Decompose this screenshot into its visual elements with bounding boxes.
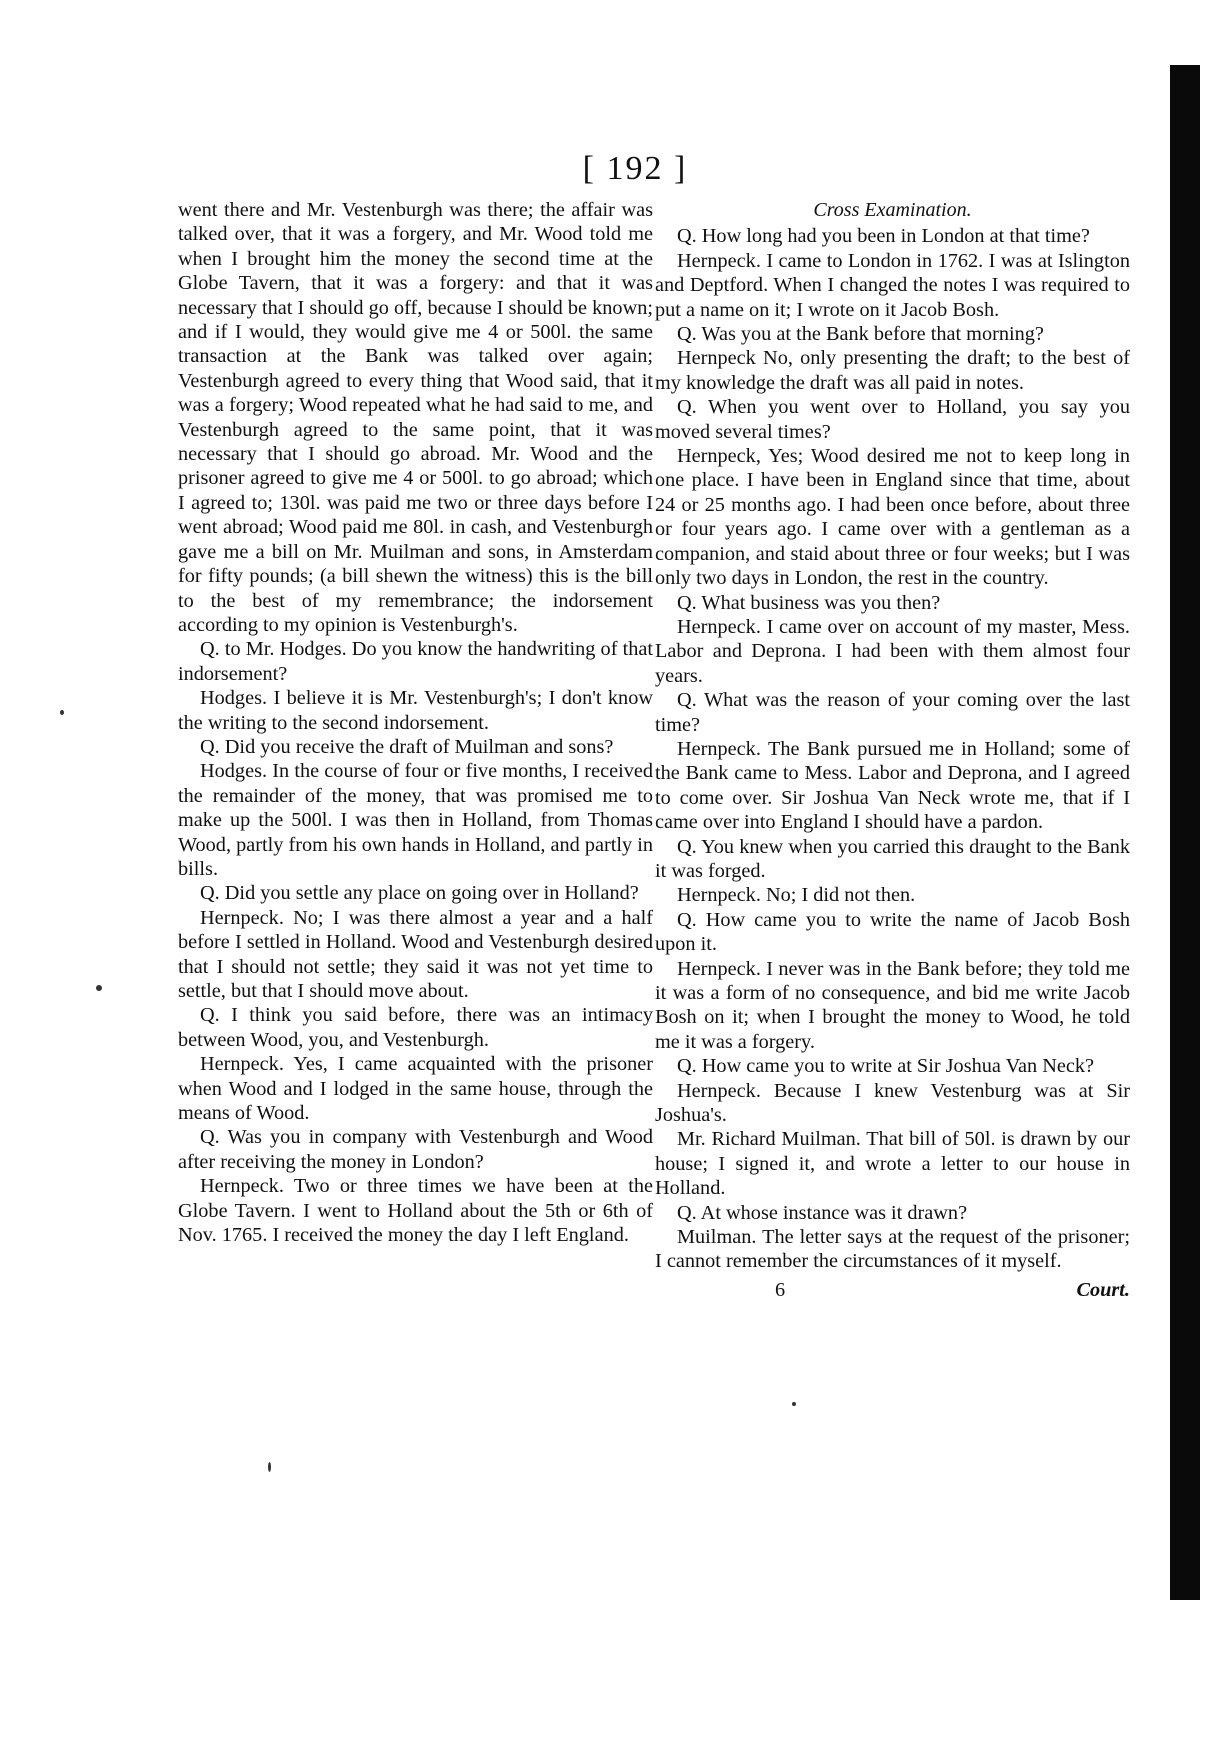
scan-speck xyxy=(268,1462,271,1472)
paragraph: Hernpeck. No; I was there almost a year and a half before I settled in Holland. Wood and Vestenburgh desired that I should not settle; they said it was not yet time to settle, but that I should move about. xyxy=(178,906,653,1002)
paragraph: Q. Did you settle any place on going over in Holland? xyxy=(200,882,639,905)
catchline xyxy=(655,1278,1130,1302)
paragraph: Hernpeck. Because I knew Vestenburg was at Sir Joshua's. xyxy=(655,1079,1130,1127)
paragraph: Hernpeck. Yes, I came acquainted with the prisoner when Wood and I lodged in the same house, through the means of Wood. xyxy=(178,1053,653,1125)
paragraph: Hernpeck. No; I did not then. xyxy=(677,884,916,907)
paragraph: Q. How came you to write at Sir Joshua Van Neck? xyxy=(677,1055,1094,1078)
paragraph: Q. Was you in company with Vestenburgh and Wood after receiving the money in London? xyxy=(178,1126,653,1173)
paragraph: Hernpeck. I came to London in 1762. I was at Islington and Deptford. When I changed the notes I was required to put a name on it; I wrote on it Jacob Bosh. xyxy=(655,249,1130,321)
paragraph: Hernpeck. Two or three times we have been at the Globe Tavern. I went to Holland about the 5th or 6th of Nov. 1765. I received the money the day I left England. xyxy=(178,1175,653,1247)
right-column xyxy=(655,198,1130,1302)
paragraph: Q. You knew when you carried this draught to the Bank it was forged. xyxy=(655,835,1130,882)
paragraph: Hodges. In the course of four or five months, I received the remainder of the money, that was promised me to make up the 500l. I was then in Holland, from Thomas Wood, partly from his own hands in Holland, and partly in bills. xyxy=(178,760,653,880)
paragraph: Hernpeck. I came over on account of my master, Mess. Labor and Deprona. I had been with them almost four years. xyxy=(655,615,1130,687)
paragraph: Q. At whose instance was it drawn? xyxy=(677,1201,968,1224)
catchword: Court. xyxy=(1076,1278,1130,1301)
paragraph: Q. to Mr. Hodges. Do you know the handwriting of that indorsement? xyxy=(178,638,653,685)
page-number: [ 192 ] xyxy=(582,150,688,187)
signature-mark: 6 xyxy=(775,1278,786,1301)
paragraph: Q. Was you at the Bank before that morning? xyxy=(677,323,1044,346)
paragraph: Q. What business was you then? xyxy=(677,591,941,614)
paragraph: Q. When you went over to Holland, you say you moved several times? xyxy=(655,396,1130,443)
paragraph: Hernpeck. The Bank pursued me in Holland; some of the Bank came to Mess. Labor and Deprona, and I agreed to come over. Sir Joshua Van Neck wrote me, that if I came over into England I should have a pardon. xyxy=(655,737,1130,834)
paragraph: Hernpeck, Yes; Wood desired me not to keep long in one place. I have been in England since that time, about 24 or 25 months ago. I had been once before, about three or four years ago. I came over with a gentleman as a companion, and staid about three or four weeks; but I was only two days in London, the rest in the country. xyxy=(655,445,1130,590)
paragraph: Q. I think you said before, there was an intimacy between Wood, you, and Vestenburgh. xyxy=(178,1004,653,1051)
binding-shadow xyxy=(1170,65,1200,1600)
paragraph: Mr. Richard Muilman. That bill of 50l. is drawn by our house; I signed it, and wrote a letter to our house in Holland. xyxy=(655,1128,1130,1200)
section-heading: Cross Examination. xyxy=(813,199,972,221)
scan-speck xyxy=(60,710,64,715)
paragraph: Q. How long had you been in London at that time? xyxy=(677,225,1090,248)
left-column xyxy=(178,198,653,1247)
paragraph: Hernpeck. I never was in the Bank before; they told me it was a form of no consequence, and bid me write Jacob Bosh on it; when I brought the money to Wood, he told me it was a forgery. xyxy=(655,957,1130,1053)
scan-speck xyxy=(792,1402,796,1406)
paragraph: Q. Did you receive the draft of Muilman and sons? xyxy=(200,735,614,758)
paragraph: Q. What was the reason of your coming over the last time? xyxy=(655,689,1130,736)
paragraph: Muilman. The letter says at the request of the prisoner; I cannot remember the circumstances of it myself. xyxy=(655,1226,1130,1273)
scan-speck xyxy=(96,985,102,991)
paragraph: Hernpeck No, only presenting the draft; to the best of my knowledge the draft was all paid in notes. xyxy=(655,347,1130,394)
paragraph: Q. How came you to write the name of Jacob Bosh upon it. xyxy=(655,908,1130,956)
paragraph: went there and Mr. Vestenburgh was there; the affair was talked over, that it was a forgery, and Mr. Wood told me when I brought him the money the second time at the Globe Tavern, that it was a forgery: and that it was necessary that I should go off, because I should be known; and if I would, they would give me 4 or 500l. the same transaction at the Bank was talked over again; Vestenburgh agreed to every thing that Wood said, that it was a forgery; Wood repeated what he had said to me, and Vestenburgh agreed to the same point, that it was necessary that I should go abroad. Mr. Wood and the prisoner agreed to give me 4 or 500l. to go abroad; which I agreed to; 130l. was paid me two or three days before I went abroad; Wood paid me 80l. in cash, and Vestenburgh gave me a bill on Mr. Muilman and sons, in Amsterdam for fifty pounds; (a bill shewn the witness) this is the bill to the best of my remembrance; the indorsement according to my opinion is Vestenburgh's. xyxy=(178,199,653,636)
paragraph: Hodges. I believe it is Mr. Vestenburgh's; I don't know the writing to the second indorsement. xyxy=(178,687,653,734)
